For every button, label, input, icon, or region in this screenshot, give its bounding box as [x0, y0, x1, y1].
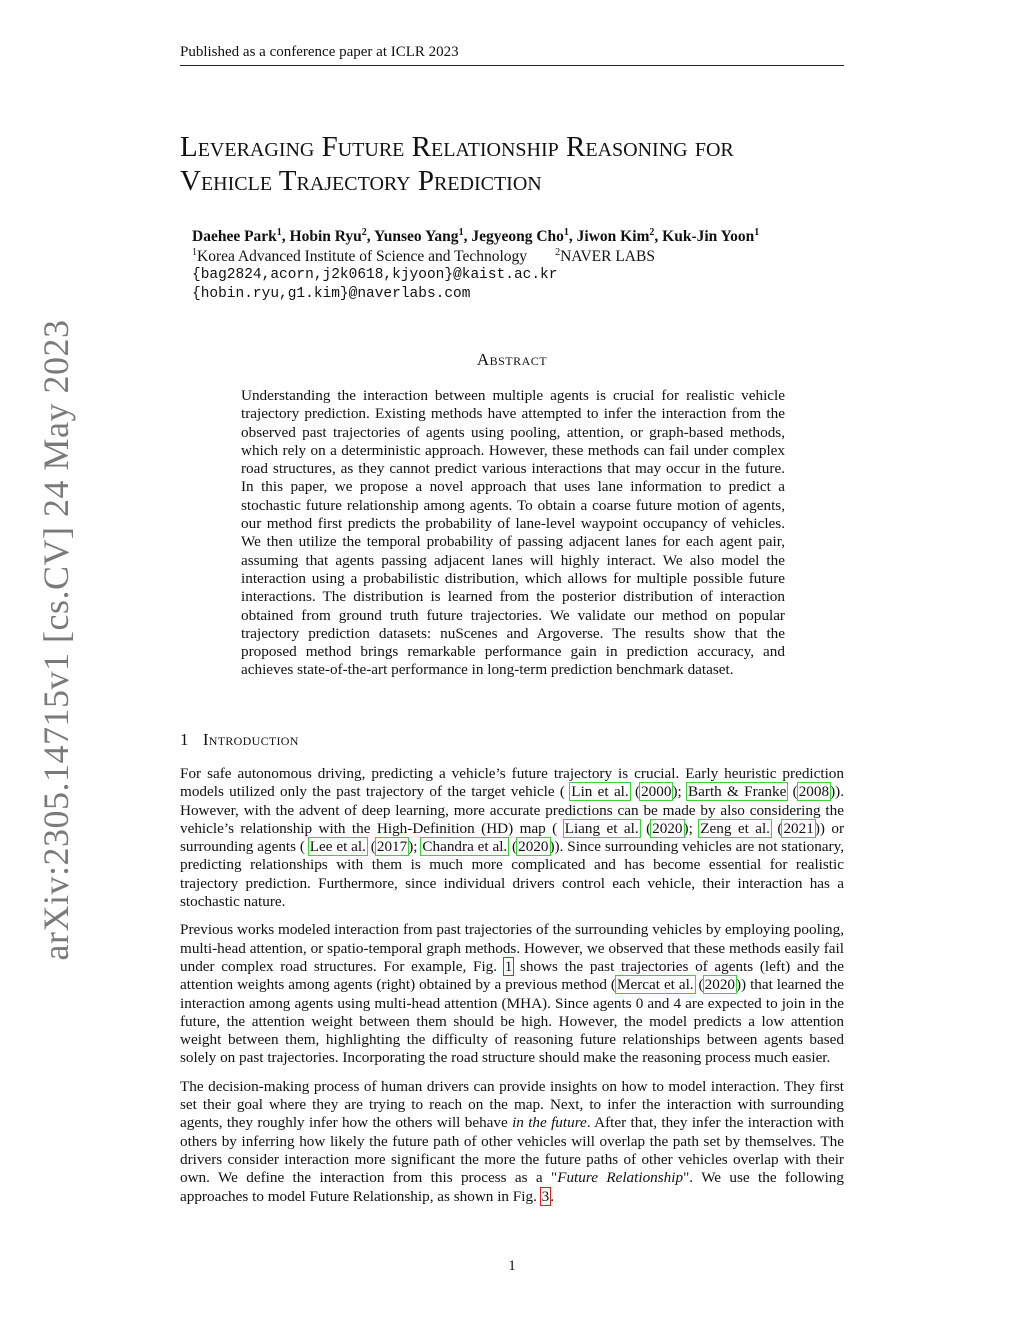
paragraph: The decision-making process of human drivers can provide insights on how to model interaction. They first set their goal where they are trying to reach on the map. Next, to infer the interaction with surrounding agents, they roughly infer how the others will behave in the future. After that, they infer the interaction with others by inferring how likely the future path of other vehicles will overlap the path set by themselves. The drivers consider interaction more significant the more the future paths of other vehicles overlap with their own. We define the interaction from this process as a "Future Relationship". We use the following approaches to model Future Relationship, as shown in Fig. 3. [180, 1077, 844, 1205]
email-naver: {hobin.ryu,g1.kim}@naverlabs.com [192, 286, 471, 302]
citation-link[interactable]: 2020 [704, 976, 735, 994]
affiliation-mark: 1 [192, 246, 197, 258]
author-separator: , [366, 228, 374, 245]
affiliation-mark: 1 [754, 226, 760, 238]
emphasis-text: Future Relationship [557, 1169, 684, 1187]
figure-reference-link[interactable]: 1 [504, 957, 513, 975]
emphasis-text: in the future [512, 1114, 587, 1132]
section-number: 1 [180, 730, 189, 749]
affiliation-kaist: Korea Advanced Institute of Science and Technology [197, 248, 528, 265]
affiliation-mark: 1 [458, 226, 464, 238]
abstract-text: Understanding the interaction between multiple agents is crucial for realistic vehicle trajectory prediction. Existing methods have attempted to infer the interaction from the observed past trajectories of agents using pooling, attention, or graph-based methods, which rely on a deterministic approach. However, these methods can fail under complex road structures, as they cannot predict various interactions that may occur in the future. In this paper, we propose a novel approach that uses lane information to predict a stochastic future relationship among agents. To obtain a coarse future motion of agents, our method first predicts the probability of lane-level waypoint occupancy of vehicles. We then utilize the temporal probability of passing adjacent lanes for each agent pair, assuming that agents passing adjacent lanes will highly interact. We also model the interaction using a probabilistic distribution, which allows for multiple possible future interactions. The distribution is learned from the posterior distribution of interaction obtained from ground truth future trajectories. We validate our method on popular trajectory prediction datasets: nuScenes and Argoverse. The results show that the proposed method brings remarkable performance gain in prediction accuracy, and achieves state-of-the-art performance in long-term prediction benchmark dataset. [241, 387, 785, 679]
affiliation-mark: 2 [555, 246, 561, 258]
citation-link[interactable]: 2020 [518, 838, 549, 856]
affiliation-mark: 2 [361, 226, 367, 238]
author: Jiwon Kim [576, 228, 650, 245]
citation-link[interactable]: Zeng et al. [700, 819, 770, 837]
page-number: 1 [508, 1258, 516, 1274]
citation-link[interactable]: Lin et al. [571, 783, 629, 801]
citation-link[interactable]: 2021 [783, 819, 814, 837]
citation-link[interactable]: 2017 [376, 838, 408, 856]
author: Kuk-Jin Yoon [662, 228, 755, 245]
section-title: Introduction [202, 730, 299, 749]
author: Hobin Ryu [289, 228, 362, 245]
figure-reference-link[interactable]: 3 [541, 1187, 550, 1205]
citation-link[interactable]: Mercat et al. [616, 976, 694, 994]
affiliation-naver: NAVER LABS [560, 248, 655, 265]
paragraph: For safe autonomous driving, predicting a vehicle’s future trajectory is crucial. Early heuristic prediction models utilized only the past trajectory of the target vehicle ( Lin et al. (2000); Barth & Franke (2008)). However, with the advent of deep learning, more accurate predictions can be made by also considering the vehicle’s relationship with the High-Definition (HD) map ( Liang et al. (2020); Zeng et al. (2021)) or surrounding agents ( Lee et al. (2017); Chandra et al. (2020)). Since surrounding vehicles are not stationary, predicting relationships with them is much more complicated and has become essential for realistic trajectory prediction. Furthermore, since individual drivers control each vehicle, their interaction has a stochastic nature. [180, 765, 845, 911]
paper-title [180, 130, 860, 198]
title-line-1: Leveraging Future Relationship Reasoning for [180, 131, 734, 163]
email-kaist: {bag2824,acorn,j2k0618,kjyoon}@kaist.ac.kr [192, 267, 558, 283]
introduction-body [180, 765, 844, 1216]
arxiv-identifier[interactable]: arXiv:2305.14715v1 [cs.CV] 24 May 2023 [36, 319, 76, 961]
affiliation-mark: 1 [563, 226, 569, 238]
author-separator: , [281, 228, 290, 245]
author-block [192, 227, 852, 304]
author-separator: , [568, 228, 577, 245]
running-header: Published as a conference paper at ICLR 2023 [180, 44, 844, 66]
affiliation-mark: 2 [649, 226, 655, 238]
author-separator: , [654, 228, 663, 245]
paragraph: Previous works modeled interaction from past trajectories of the surrounding vehicles by employing pooling, multi-head attention, or spatio-temporal graph methods. However, we observed that these methods easily fail under complex road structures. For example, Fig. 1 shows the past trajectories of agents (left) and the attention weights among agents (right) obtained by a previous method (Mercat et al. (2020)) that learned the interaction among agents using multi-head attention (MHA). Since agents 0 and 4 are expected to join in the future, the attention weight between them should be high. However, the model predicts a low attention weight between them, highlighting the difficulty of reasoning future relationships between agents based solely on past trajectories. Incorporating the road structure should make the reasoning process much easier. [180, 921, 844, 1067]
section-heading-introduction [180, 730, 299, 750]
citation-link[interactable]: 2020 [652, 819, 683, 837]
affiliation-mark: 1 [276, 226, 282, 238]
affiliations [192, 247, 852, 266]
author: Jegyeong Cho [471, 228, 564, 245]
citation-link[interactable]: Liang et al. [564, 819, 639, 837]
abstract-heading: Abstract [476, 350, 548, 369]
author-separator: , [463, 228, 472, 245]
author-names [192, 227, 852, 247]
citation-link[interactable]: 2000 [641, 783, 672, 801]
citation-link[interactable]: Chandra et al. [422, 838, 508, 856]
citation-link[interactable]: Barth & Franke [688, 783, 787, 801]
author: Daehee Park [192, 228, 277, 245]
title-line-2: Vehicle Trajectory Prediction [180, 165, 542, 197]
citation-link[interactable]: Lee et al. [309, 838, 366, 856]
citation-link[interactable]: 2008 [798, 783, 830, 801]
author: Yunseo Yang [373, 228, 459, 245]
